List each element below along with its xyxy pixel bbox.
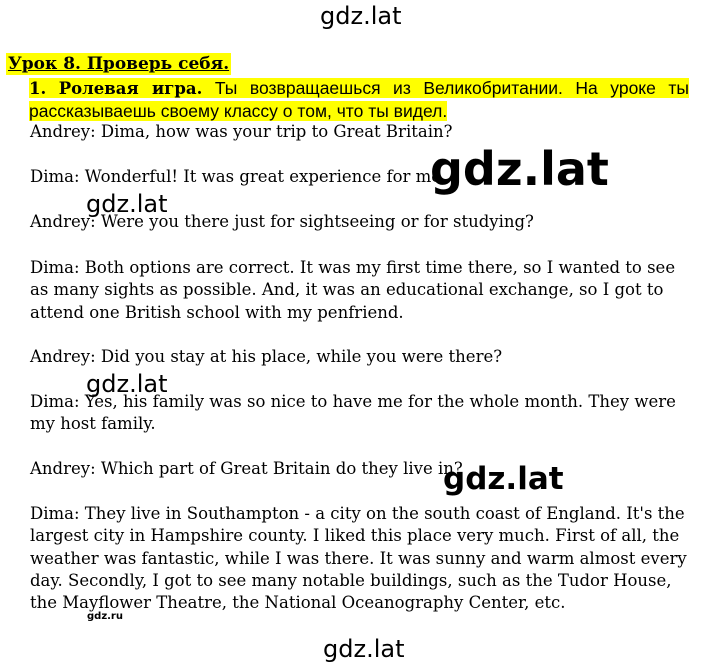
dialogue-line: Dima: Both options are correct. It was my first time there, so I wanted to see as many sights as possible. And, it was an educational exchange, so I got to attend one British school with my penfriend. — [30, 258, 676, 322]
dialogue-line: Dima: Wonderful! It was great experience for me. — [30, 167, 447, 186]
task-number: 1. — [29, 79, 47, 98]
dialogue-line: Andrey: Dima, how was your trip to Great Britain? — [30, 122, 453, 141]
dialogue-line: Andrey: Which part of Great Britain do they live in? — [30, 459, 463, 478]
watermark-small: gdz.lat — [86, 370, 168, 398]
watermark-large: gdz.lat — [443, 461, 564, 497]
watermark-small: gdz.lat — [86, 190, 168, 218]
watermark-top: gdz.lat — [320, 2, 402, 30]
watermark-bottom: gdz.lat — [323, 635, 405, 663]
watermark-large: gdz.lat — [430, 142, 609, 196]
task-label: Ролевая игра. — [58, 79, 203, 98]
dialogue-line: Andrey: Were you there just for sightseeing or for studying? — [30, 212, 534, 231]
dialogue-line: Dima: Yes, his family was so nice to have me for the whole month. They were my host family. — [30, 392, 676, 434]
lesson-heading: Урок 8. Проверь себя. — [8, 54, 230, 74]
dialogue-line: Dima: They live in Southampton - a city on the south coast of England. It's the largest city in Hampshire county. I liked this place very much. First of all, the weather was fantastic, while I was there. It was sunny and warm almost every day. Secondly, I got to see many notable buildings, such as the Tudor House, the Mayflower Theatre, the National Oceanography Center, etc. — [30, 504, 687, 613]
watermark-tiny: gdz.ru — [87, 611, 123, 622]
task-text: Ты возвращаешься из Великобритании. На уроке ты рассказываешь своему классу о том, что ты видел. — [29, 78, 689, 121]
dialogue-line: Andrey: Did you stay at his place, while you were there? — [30, 347, 503, 366]
task-instruction — [29, 77, 689, 122]
